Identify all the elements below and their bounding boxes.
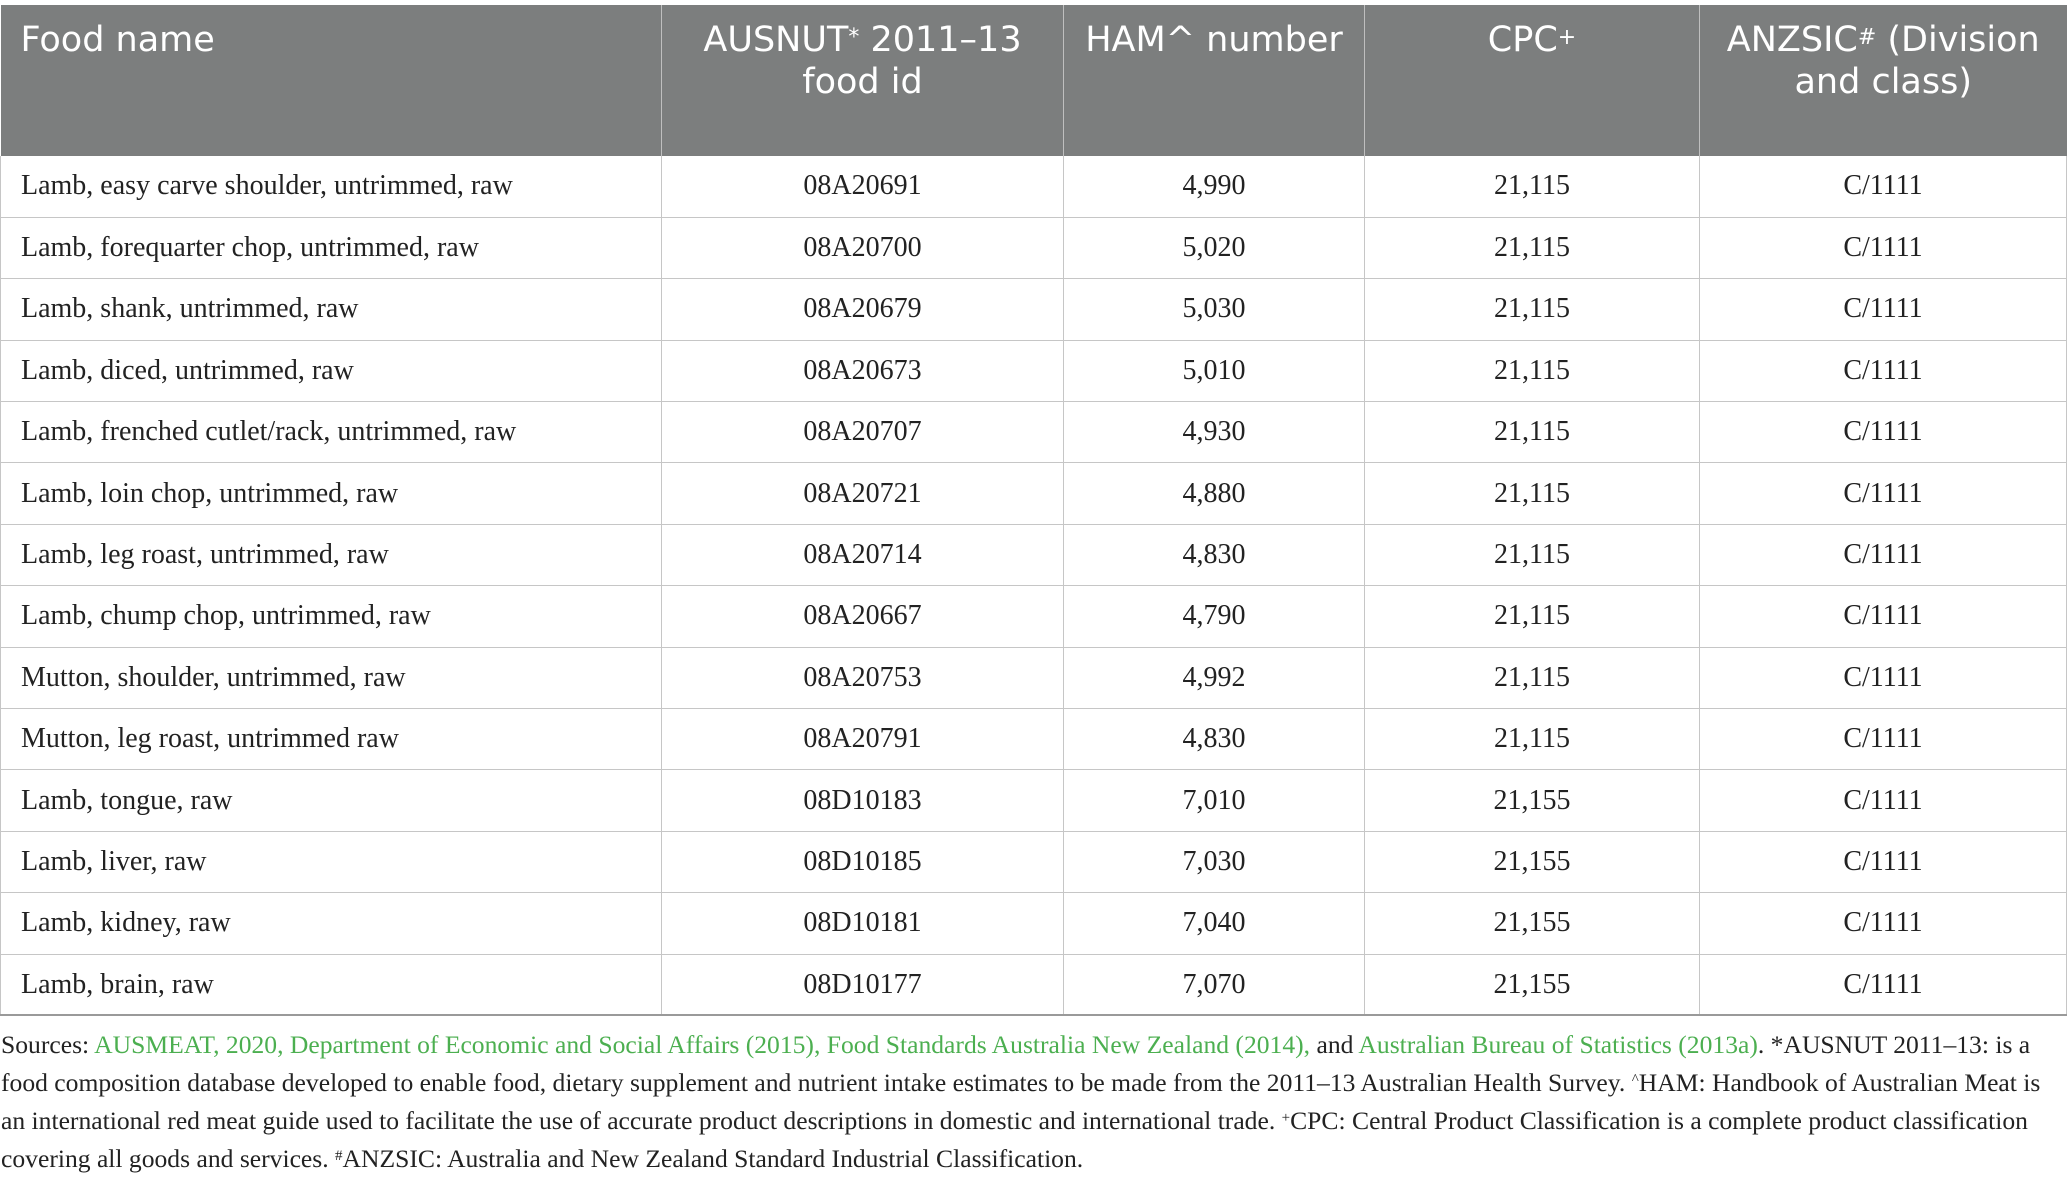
cell-anzsic: C/1111 (1700, 402, 2067, 463)
cell-ausnut-id: 08A20673 (662, 340, 1064, 401)
cell-cpc: 21,115 (1365, 647, 1700, 708)
cell-food-name: Lamb, chump chop, untrimmed, raw (1, 586, 662, 647)
cell-ham-number: 4,830 (1064, 709, 1365, 770)
cell-ham-number: 7,010 (1064, 770, 1365, 831)
cell-cpc: 21,115 (1365, 340, 1700, 401)
cell-ausnut-id: 08D10185 (662, 831, 1064, 892)
cell-cpc: 21,115 (1365, 524, 1700, 585)
table-row (1, 279, 2067, 340)
cell-anzsic: C/1111 (1700, 954, 2067, 1015)
table-row (1, 217, 2067, 278)
table-header (1, 5, 2067, 156)
cell-ausnut-id: 08A20700 (662, 217, 1064, 278)
cell-anzsic: C/1111 (1700, 709, 2067, 770)
cell-food-name: Lamb, tongue, raw (1, 770, 662, 831)
table-row (1, 156, 2067, 217)
header-anzsic: ANZSIC# (Division and class) (1700, 5, 2067, 156)
cell-anzsic: C/1111 (1700, 893, 2067, 954)
ham-mark: ^ (1631, 1072, 1639, 1088)
cell-cpc: 21,155 (1365, 770, 1700, 831)
cell-ham-number: 7,070 (1064, 954, 1365, 1015)
cell-anzsic: C/1111 (1700, 524, 2067, 585)
cell-anzsic: C/1111 (1700, 340, 2067, 401)
food-table-container (0, 5, 2067, 1016)
cell-ausnut-id: 08A20679 (662, 279, 1064, 340)
cell-ham-number: 4,790 (1064, 586, 1365, 647)
cell-anzsic: C/1111 (1700, 647, 2067, 708)
cell-ham-number: 5,020 (1064, 217, 1365, 278)
cell-anzsic: C/1111 (1700, 770, 2067, 831)
cell-food-name: Lamb, diced, untrimmed, raw (1, 340, 662, 401)
table-row (1, 709, 2067, 770)
table-footnote (1, 1026, 2063, 1178)
cell-ausnut-id: 08A20707 (662, 402, 1064, 463)
cell-ham-number: 7,030 (1064, 831, 1365, 892)
header-cpc: CPC+ (1365, 5, 1700, 156)
cell-anzsic: C/1111 (1700, 463, 2067, 524)
cell-anzsic: C/1111 (1700, 217, 2067, 278)
table-row (1, 586, 2067, 647)
cell-food-name: Lamb, shank, untrimmed, raw (1, 279, 662, 340)
table-row (1, 893, 2067, 954)
cell-cpc: 21,115 (1365, 279, 1700, 340)
cell-ham-number: 5,010 (1064, 340, 1365, 401)
table-row (1, 831, 2067, 892)
cell-cpc: 21,115 (1365, 586, 1700, 647)
cell-food-name: Lamb, kidney, raw (1, 893, 662, 954)
header-food-name: Food name (1, 5, 662, 156)
table-row (1, 524, 2067, 585)
anzsic-note: ANZSIC: Australia and New Zealand Standard Industrial Classification. (342, 1144, 1084, 1173)
cell-anzsic: C/1111 (1700, 156, 2067, 217)
table-row (1, 647, 2067, 708)
cell-ham-number: 4,930 (1064, 402, 1365, 463)
cell-ausnut-id: 08A20753 (662, 647, 1064, 708)
cell-food-name: Mutton, leg roast, untrimmed raw (1, 709, 662, 770)
table-body (1, 156, 2067, 1015)
cell-food-name: Lamb, easy carve shoulder, untrimmed, raw (1, 156, 662, 217)
cell-food-name: Lamb, frenched cutlet/rack, untrimmed, raw (1, 402, 662, 463)
cell-cpc: 21,155 (1365, 954, 1700, 1015)
cell-food-name: Lamb, forequarter chop, untrimmed, raw (1, 217, 662, 278)
cell-food-name: Lamb, brain, raw (1, 954, 662, 1015)
cell-food-name: Lamb, liver, raw (1, 831, 662, 892)
cell-ham-number: 7,040 (1064, 893, 1365, 954)
cell-cpc: 21,155 (1365, 831, 1700, 892)
cell-cpc: 21,155 (1365, 893, 1700, 954)
table-row (1, 402, 2067, 463)
cell-ausnut-id: 08A20721 (662, 463, 1064, 524)
cell-ham-number: 4,880 (1064, 463, 1365, 524)
cell-ham-number: 4,990 (1064, 156, 1365, 217)
cell-ausnut-id: 08D10181 (662, 893, 1064, 954)
source-links[interactable]: AUSMEAT, 2020, Department of Economic and Social Affairs (2015), Food Standards Australia New Zealand (2014), (94, 1030, 1311, 1059)
cell-ham-number: 5,030 (1064, 279, 1365, 340)
ausnut-note: . *AUSNUT 2011–13: is a food composition database developed to enable food, dietary supplement and nutrient intake estimates to be made from the 2011–13 Australian Health Survey. (1, 1030, 2031, 1097)
cell-cpc: 21,115 (1365, 463, 1700, 524)
table-row (1, 463, 2067, 524)
cell-ausnut-id: 08D10183 (662, 770, 1064, 831)
ham-note: HAM: Handbook of Australian Meat is an international red meat guide used to facilitate the use of accurate product descriptions in domestic and international trade. (1, 1068, 2041, 1135)
cell-ausnut-id: 08A20667 (662, 586, 1064, 647)
cell-cpc: 21,115 (1365, 709, 1700, 770)
source-link-abs[interactable]: Australian Bureau of Statistics (2013a) (1358, 1030, 1758, 1059)
cell-food-name: Mutton, shoulder, untrimmed, raw (1, 647, 662, 708)
cell-ham-number: 4,830 (1064, 524, 1365, 585)
cell-cpc: 21,115 (1365, 156, 1700, 217)
cell-ham-number: 4,992 (1064, 647, 1365, 708)
cell-anzsic: C/1111 (1700, 831, 2067, 892)
cell-anzsic: C/1111 (1700, 586, 2067, 647)
cell-ausnut-id: 08A20791 (662, 709, 1064, 770)
and-text: and (1310, 1030, 1359, 1059)
sources-label: Sources: (1, 1030, 95, 1059)
cell-ausnut-id: 08A20714 (662, 524, 1064, 585)
header-ham-number: HAM^ number (1064, 5, 1365, 156)
cell-anzsic: C/1111 (1700, 279, 2067, 340)
table-row (1, 770, 2067, 831)
cpc-mark: + (1281, 1110, 1291, 1126)
table-row (1, 340, 2067, 401)
cell-cpc: 21,115 (1365, 402, 1700, 463)
cpc-note: CPC: Central Product Classification is a complete product classification covering all goods and services. (1, 1106, 2028, 1173)
header-row (1, 5, 2067, 156)
cell-food-name: Lamb, loin chop, untrimmed, raw (1, 463, 662, 524)
table-row (1, 954, 2067, 1015)
cell-ausnut-id: 08D10177 (662, 954, 1064, 1015)
food-table (0, 5, 2067, 1016)
header-ausnut-id: AUSNUT* 2011–13 food id (662, 5, 1064, 156)
cell-cpc: 21,115 (1365, 217, 1700, 278)
cell-ausnut-id: 08A20691 (662, 156, 1064, 217)
cell-food-name: Lamb, leg roast, untrimmed, raw (1, 524, 662, 585)
anzsic-mark: # (335, 1148, 343, 1164)
